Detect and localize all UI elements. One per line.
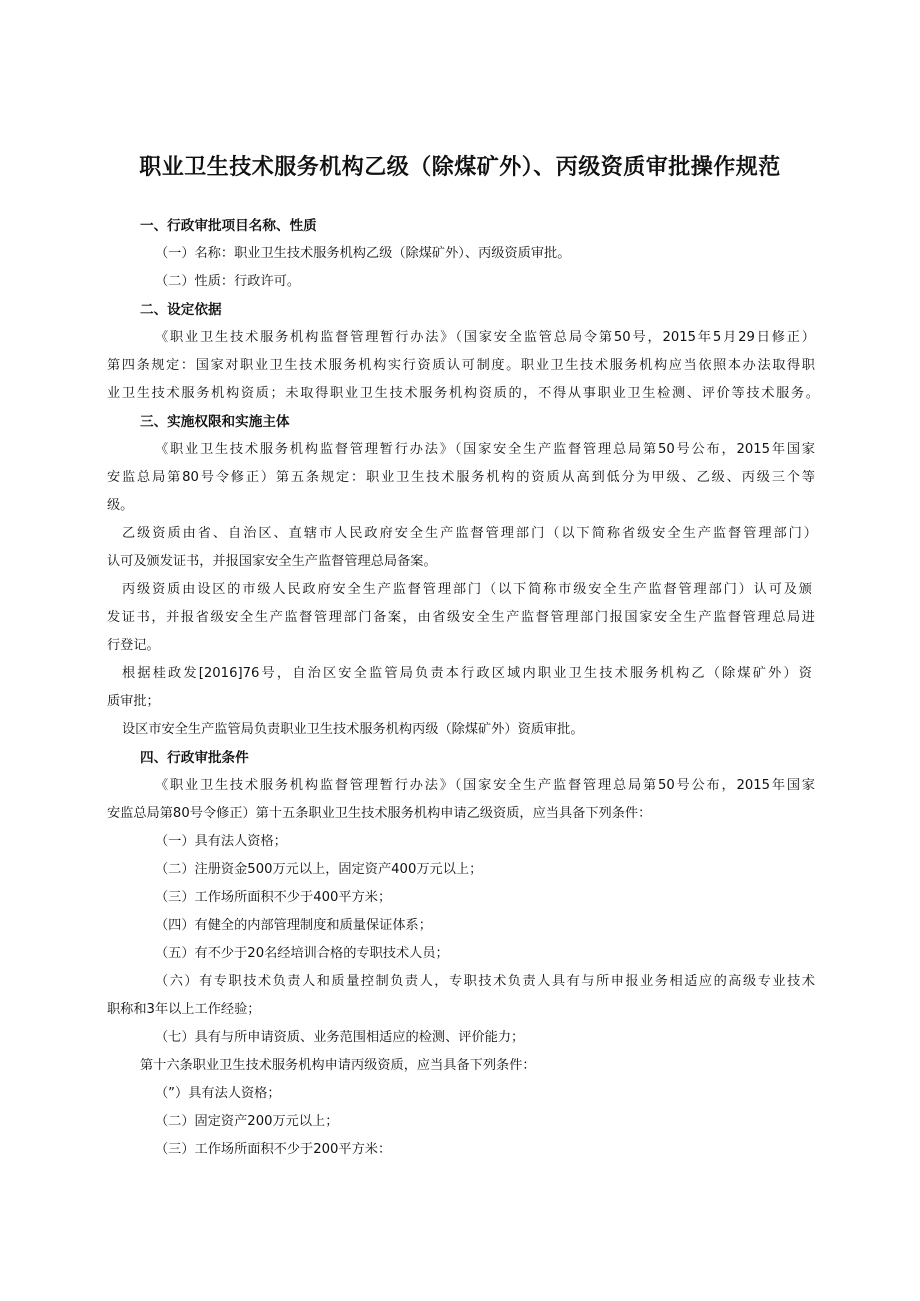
paragraph-line: 《职业卫生技术服务机构监督管理暂行办法》（国家安全监管总局令第50号，2015年5月29日修正） — [155, 330, 815, 345]
section-heading-1: 一、行政审批项目名称、性质 — [140, 218, 317, 234]
paragraph-line: 乙级资质由省、自治区、直辖市人民政府安全生产监督管理部门（以下简称省级安全生产监督管理部门） — [122, 526, 817, 541]
paragraph-line: 发证书，并报省级安全生产监督管理部门备案，由省级安全生产监督管理部门报国家安全生产监督管理总局进 — [107, 610, 815, 625]
list-item: （五）有不少于20名经培训合格的专职技术人员； — [155, 946, 449, 961]
paragraph-line: 安监总局第80号令修正）第十五条职业卫生技术服务机构申请乙级资质，应当具备下列条件： — [107, 806, 652, 821]
paragraph-line: 安监总局第80号令修正）第五条规定：职业卫生技术服务机构的资质从高到低分为甲级、乙级、丙级三个等 — [107, 470, 815, 485]
list-item: （”）具有法人资格； — [155, 1086, 281, 1101]
paragraph-line: 第十六条职业卫生技术服务机构申请丙级资质，应当具备下列条件： — [140, 1058, 536, 1073]
paragraph-line: 行登记。 — [107, 638, 160, 653]
section-heading-4: 四、行政审批条件 — [140, 750, 249, 766]
paragraph-line: 《职业卫生技术服务机构监督管理暂行办法》（国家安全生产监督管理总局第50号公布，2015年国家 — [155, 778, 815, 793]
list-item: （六）有专职技术负责人和质量控制负责人，专职技术负责人具有与所申报业务相适应的高级专业技术 — [155, 974, 815, 989]
section-heading-3: 三、实施权限和实施主体 — [140, 414, 290, 430]
paragraph-line: 质审批； — [107, 694, 160, 709]
paragraph-line: 设区市安全生产监管局负责职业卫生技术服务机构丙级（除煤矿外）资质审批。 — [122, 722, 584, 737]
list-item: （二）注册资金500万元以上，固定资产400万元以上； — [155, 862, 483, 877]
paragraph-line: （一）名称：职业卫生技术服务机构乙级（除煤矿外）、丙级资质审批。 — [155, 246, 571, 261]
paragraph-line: 《职业卫生技术服务机构监督管理暂行办法》（国家安全生产监督管理总局第50号公布，2015年国家 — [155, 442, 815, 457]
paragraph-line: 根据桂政发[2016]76号，自治区安全监管局负责本行政区域内职业卫生技术服务机构乙（除煤矿外）资 — [122, 666, 812, 681]
paragraph-line: （二）性质：行政许可。 — [155, 274, 301, 289]
list-item: （二）固定资产200万元以上； — [155, 1114, 339, 1129]
document-title: 职业卫生技术服务机构乙级（除煤矿外）、丙级资质审批操作规范 — [139, 155, 781, 180]
paragraph-line: 认可及颁发证书，并报国家安全生产监督管理总局备案。 — [107, 554, 437, 569]
section-heading-2: 二、设定依据 — [140, 302, 222, 318]
paragraph-line: 丙级资质由设区的市级人民政府安全生产监督管理部门（以下简称市级安全生产监督管理部门）认可及颁 — [122, 582, 812, 597]
list-item: （一）具有法人资格； — [155, 834, 287, 849]
list-item: （四）有健全的内部管理制度和质量保证体系； — [155, 918, 432, 933]
paragraph-line: 职称和3年以上工作经验； — [107, 1002, 261, 1017]
paragraph-line: 级。 — [107, 498, 134, 513]
paragraph-line: 业卫生技术服务机构资质；未取得职业卫生技术服务机构资质的，不得从事职业卫生检测、评价等技术服务。 — [107, 386, 819, 401]
paragraph-line: 第四条规定：国家对职业卫生技术服务机构实行资质认可制度。职业卫生技术服务机构应当依照本办法取得职 — [107, 358, 815, 373]
list-item: （三）工作场所面积不少于200平方米： — [155, 1142, 392, 1157]
list-item: （七）具有与所申请资质、业务范围相适应的检测、评价能力； — [155, 1030, 525, 1045]
list-item: （三）工作场所面积不少于400平方米； — [155, 890, 392, 905]
